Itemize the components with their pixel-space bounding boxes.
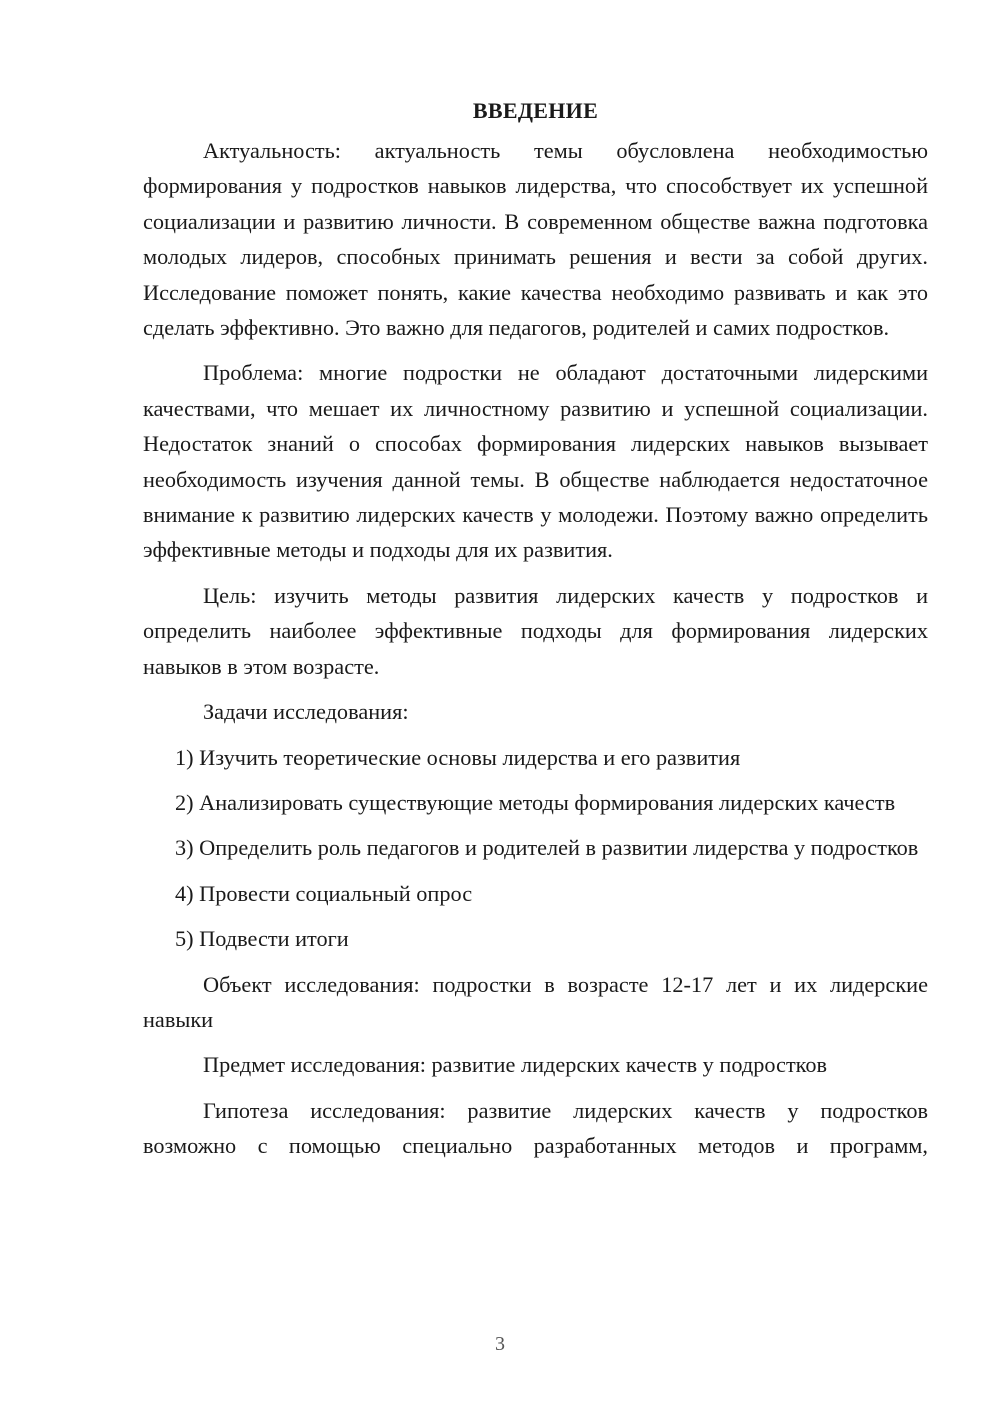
page-number: 3 — [495, 1333, 505, 1355]
task-item-4: 4) Провести социальный опрос — [175, 880, 473, 906]
subject-paragraph: Предмет исследования: развитие лидерских качеств у подростков — [203, 1052, 828, 1078]
object-paragraph: Объект исследования: подростки в возрасте 12-17 лет и их лидерские навыки — [143, 971, 928, 1032]
problem-paragraph: Проблема: многие подростки не обладают достаточными лидерскими качествами, что мешает их личностному развитию и успешной социализации. Недостаток знаний о способах формирования лидерских навыков вызывает необходимость изучения данной темы. В обществе наблюдается недостаточное внимание к развитию лидерских качеств у молодежи. Поэтому важно определить эффективные методы и подходы для их развития. — [143, 360, 928, 563]
relevance-paragraph: Актуальность: актуальность темы обусловлена необходимостью формирования у подростков навыков лидерства, что способствует их успешной социализации и развитию личности. В современном обществе важна подготовка молодых лидеров, способных принимать решения и вести за собой других. Исследование поможет понять, какие качества необходимо развивать и как это сделать эффективно. Это важно для педагогов, родителей и самих подростков. — [143, 138, 928, 341]
tasks-heading: Задачи исследования: — [203, 699, 409, 725]
goal-paragraph: Цель: изучить методы развития лидерских качеств у подростков и определить наиболее эффективные подходы для формирования лидерских навыков в этом возрасте. — [143, 582, 928, 679]
task-item-1: 1) Изучить теоретические основы лидерства и его развития — [175, 744, 741, 770]
task-item-5: 5) Подвести итоги — [175, 926, 349, 952]
document-page — [143, 93, 928, 1174]
hypothesis-paragraph: Гипотеза исследования: развитие лидерских качеств у подростков возможно с помощью специально разработанных методов и программ, — [143, 1097, 928, 1159]
section-heading: ВВЕДЕНИЕ — [472, 98, 599, 123]
task-item-3: 3) Определить роль педагогов и родителей в развитии лидерства у подростков — [175, 835, 919, 861]
task-item-2: 2) Анализировать существующие методы формирования лидерских качеств — [175, 789, 896, 815]
